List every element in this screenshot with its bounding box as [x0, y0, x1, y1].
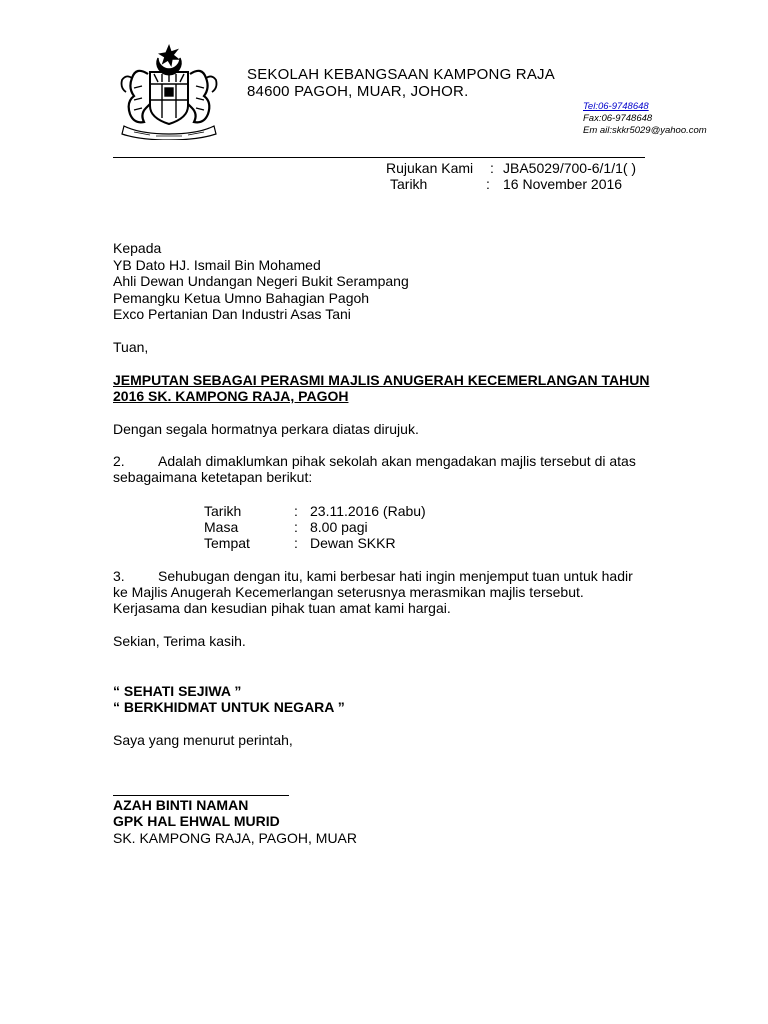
detail-label: Masa	[204, 519, 239, 535]
detail-value: 8.00 pagi	[310, 519, 368, 535]
school-name: SEKOLAH KEBANGSAAN KAMPONG RAJA	[247, 66, 555, 83]
signatory-org: SK. KAMPONG RAJA, PAGOH, MUAR	[113, 830, 358, 846]
detail-colon: :	[294, 535, 298, 551]
rujukan-value: JBA5029/700-6/1/1( )	[503, 160, 637, 176]
subject-line-2: 2016 SK. KAMPONG RAJA, PAGOH	[113, 388, 349, 404]
signoff-line: Saya yang menurut perintah,	[113, 732, 293, 748]
motto-1: “ SEHATI SEJIWA ”	[113, 683, 242, 699]
signature-line	[113, 795, 289, 796]
paragraph-2-line: Adalah dimaklumkan pihak sekolah akan mengadakan majlis tersebut di atas	[158, 453, 636, 469]
paragraph-3-line: Kerjasama dan kesudian pihak tuan amat kami hargai.	[113, 600, 451, 616]
malaysia-coat-of-arms-icon	[110, 44, 228, 140]
signatory-title: GPK HAL EHWAL MURID	[113, 813, 280, 829]
school-address: 84600 PAGOH, MUAR, JOHOR.	[247, 83, 469, 100]
detail-colon: :	[294, 503, 298, 519]
rujukan-colon: :	[490, 160, 494, 176]
paragraph-3-line: Sehubugan dengan itu, kami berbesar hati ingin menjemput tuan untuk hadir	[158, 568, 633, 584]
closing-line: Sekian, Terima kasih.	[113, 633, 246, 649]
recipient-line: Kepada	[113, 240, 162, 256]
detail-label: Tempat	[204, 535, 250, 551]
detail-value: Dewan SKKR	[310, 535, 396, 551]
recipient-line: Pemangku Ketua Umno Bahagian Pagoh	[113, 290, 370, 306]
paragraph-2-line: sebagaimana ketetapan berikut:	[113, 469, 313, 485]
tarikh-colon: :	[486, 176, 490, 192]
tarikh-value: 16 November 2016	[503, 176, 623, 192]
paragraph-3-number: 3.	[113, 568, 125, 584]
subject-line-1: JEMPUTAN SEBAGAI PERASMI MAJLIS ANUGERAH KECEMERLANGAN TAHUN	[113, 372, 650, 388]
header-divider	[113, 157, 645, 158]
phone-link[interactable]: Tel:06-9748648	[583, 101, 649, 112]
recipient-line: YB Dato HJ. Ismail Bin Mohamed	[113, 257, 321, 273]
detail-value: 23.11.2016 (Rabu)	[310, 503, 426, 519]
signatory-name: AZAH BINTI NAMAN	[113, 797, 249, 813]
coat-of-arms-logo	[110, 44, 228, 140]
recipient-line: Exco Pertanian Dan Industri Asas Tani	[113, 306, 351, 322]
tarikh-label: Tarikh	[390, 176, 428, 192]
paragraph-3-line: ke Majlis Anugerah Kecemerlangan seterusnya merasmikan majlis tersebut.	[113, 584, 584, 600]
recipient-line: Ahli Dewan Undangan Negeri Bukit Serampang	[113, 273, 409, 289]
detail-colon: :	[294, 519, 298, 535]
motto-2: “ BERKHIDMAT UNTUK NEGARA ”	[113, 699, 345, 715]
email-address: Em ail:skkr5029@yahoo.com	[583, 125, 707, 136]
salutation: Tuan,	[113, 339, 149, 355]
rujukan-label: Rujukan Kami	[386, 160, 474, 176]
intro-paragraph: Dengan segala hormatnya perkara diatas dirujuk.	[113, 421, 419, 437]
detail-label: Tarikh	[204, 503, 242, 519]
fax-number: Fax:06-9748648	[583, 113, 653, 124]
paragraph-2-number: 2.	[113, 453, 125, 469]
